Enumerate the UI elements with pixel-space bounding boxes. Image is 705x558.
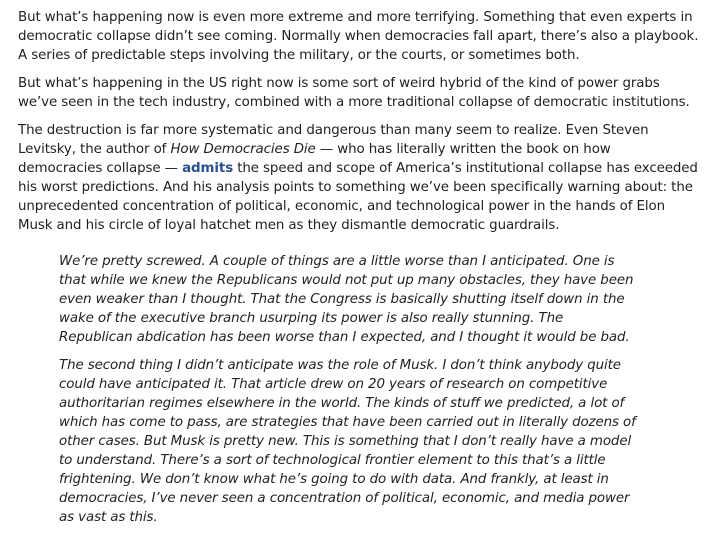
levitsky-quote xyxy=(59,252,639,527)
book-title: How Democracies Die xyxy=(170,142,316,157)
paragraph-destruction-text-3: the speed and scope of America’s institutional collapse has exceeded his worst predictions. And his analysis points to something we’ve been specifically warning about: the unprecedented concentration of political, economic, and technological power in the hands of Elon Musk and his circle of loyal hatchet men as they dismantle democratic guardrails. xyxy=(18,161,698,233)
quote-paragraph-screwed: We’re pretty screwed. A couple of things are a little worse than I anticipated. One is that while we knew the Republicans would not put up many obstacles, they have been even weaker than I thought. That the Congress is basically shutting itself down in the wake of the executive branch usurping its power is also really stunning. The Republican abdication has been worse than I expected, and I thought it would be bad. xyxy=(59,254,634,345)
admits-link[interactable]: admits xyxy=(182,161,234,176)
paragraph-extreme: But what’s happening now is even more extreme and more terrifying. Something that even experts in democratic collapse didn’t see coming. Normally when democracies fall apart, there’s also a playbook. A series of predictable steps involving the military, or the courts, or sometimes both. xyxy=(18,10,699,63)
paragraph-hybrid: But what’s happening in the US right now is some sort of weird hybrid of the kind of power grabs we’ve seen in the tech industry, combined with a more traditional collapse of democratic institutions. xyxy=(18,76,690,110)
quote-paragraph-musk: The second thing I didn’t anticipate was the role of Musk. I don’t think anybody quite could have anticipated it. That article drew on 20 years of research on competitive authoritarian regimes elsewhere in the world. The kinds of stuff we predicted, a lot of which has come to pass, are strategies that have been carried out in literally dozens of other cases. But Musk is pretty new. This is something that I don’t really have a model to understand. There’s a sort of technological frontier element to this that’s a little frightening. We don’t know what he’s going to do with data. And frankly, at least in democracies, I’ve never seen a concentration of political, economic, and media power as vast as this. xyxy=(59,358,636,525)
paragraph-destruction xyxy=(18,121,699,235)
paragraph-destruction-text-1: The destruction is far more systematic and dangerous than many seem to realize. Even Steven Levitsky, the author of xyxy=(18,123,649,157)
paragraph-destruction-text-2: — who has literally written the book on how democracies collapse — xyxy=(18,142,611,176)
